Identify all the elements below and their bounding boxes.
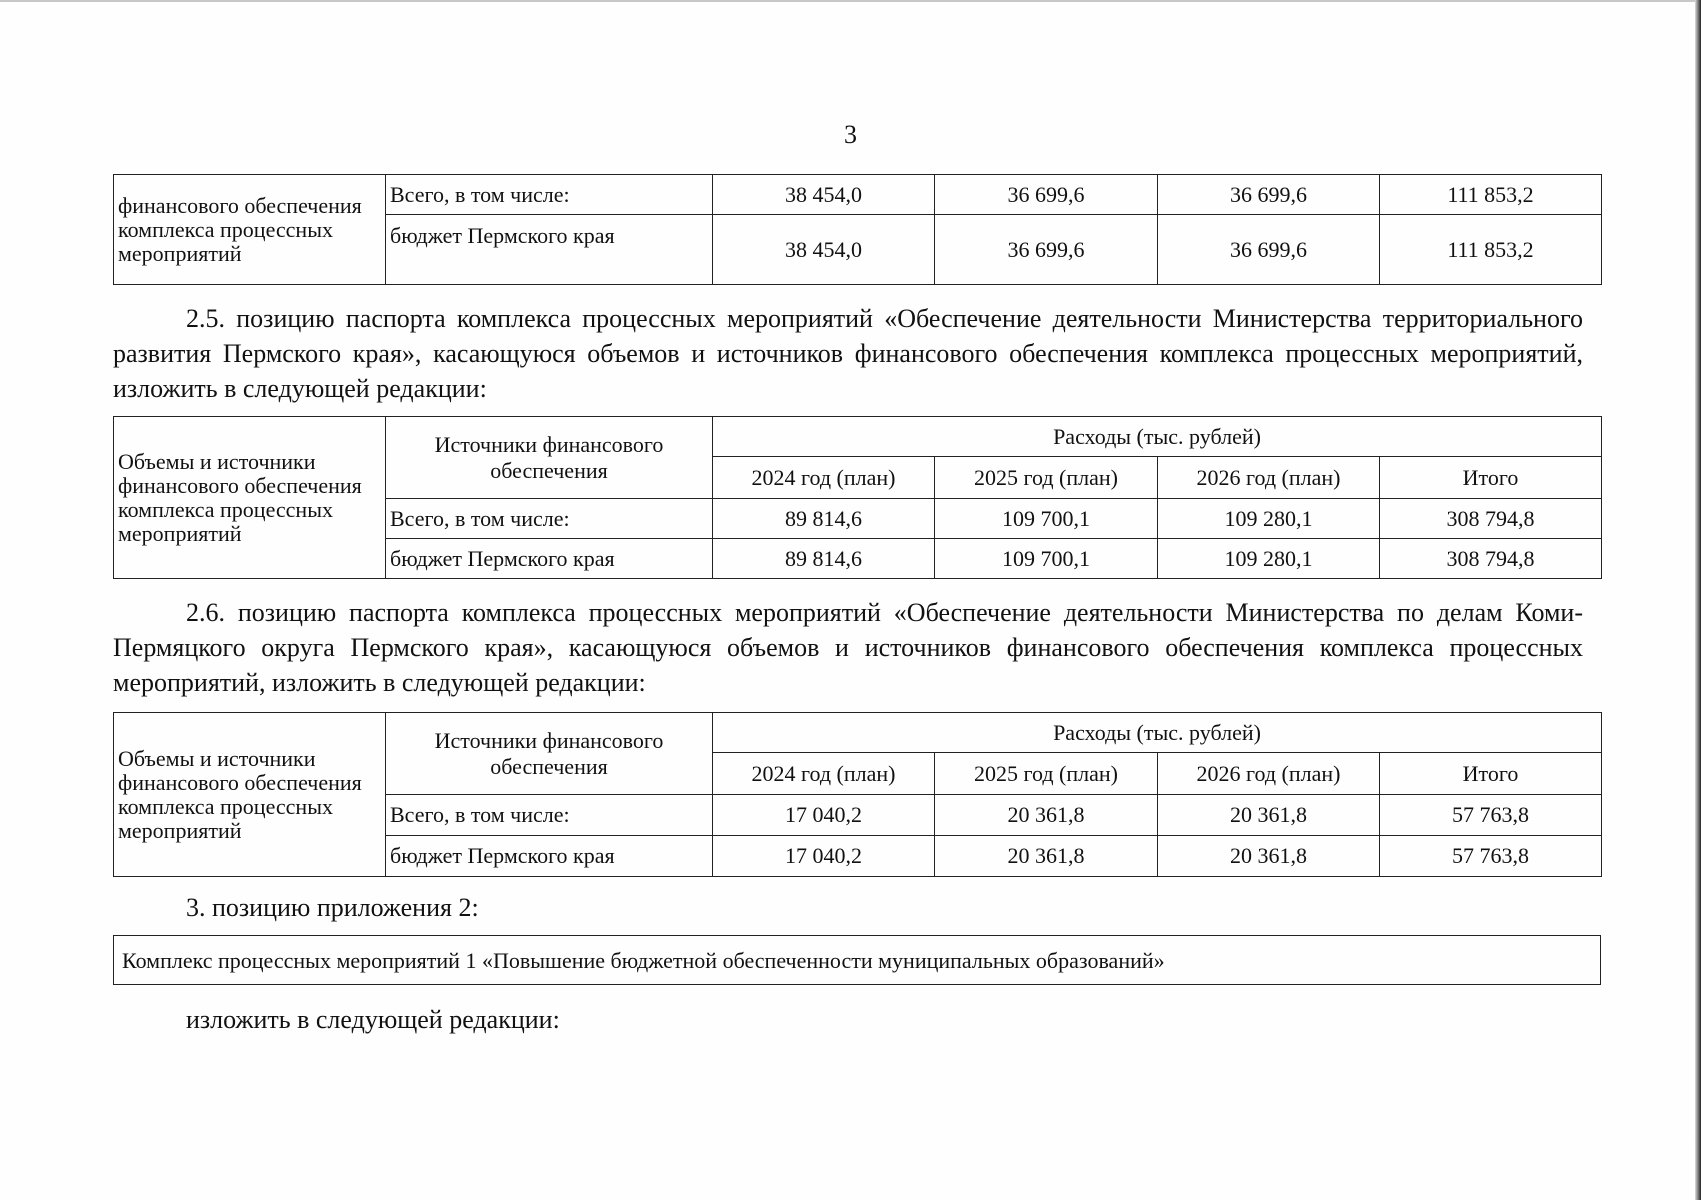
sources-header: Источники финансового обеспечения <box>386 417 713 499</box>
source-cell: Всего, в том числе: <box>386 175 713 215</box>
scan-edge-right <box>1695 0 1701 1200</box>
value-2024: 89 814,6 <box>713 499 935 539</box>
source-cell: бюджет Пермского края <box>386 539 713 579</box>
source-cell: бюджет Пермского края <box>386 215 713 285</box>
table-3-financing <box>113 712 1602 877</box>
value-2025: 20 361,8 <box>935 836 1158 877</box>
value-2026: 36 699,6 <box>1158 215 1380 285</box>
expenses-header: Расходы (тыс. рублей) <box>713 713 1602 753</box>
complex-box: Комплекс процессных мероприятий 1 «Повышение бюджетной обеспеченности муниципальных образований» <box>113 935 1601 985</box>
value-total: 111 853,2 <box>1380 215 1602 285</box>
value-2025: 36 699,6 <box>935 215 1158 285</box>
source-cell: Всего, в том числе: <box>386 795 713 836</box>
total-header: Итого <box>1380 457 1602 499</box>
value-2025: 109 700,1 <box>935 539 1158 579</box>
paragraph-2-6 <box>113 595 1583 700</box>
expenses-header: Расходы (тыс. рублей) <box>713 417 1602 457</box>
scan-edge-top <box>0 0 1701 2</box>
table-row <box>114 175 1602 215</box>
table-2-financing <box>113 416 1602 579</box>
paragraph-2-5-text: 2.5. позицию паспорта комплекса процессных мероприятий «Обеспечение деятельности Министерства территориального развития Пермского края», касающуюся объемов и источников финансового обеспечения комплекса процессных мероприятий, изложить в следующей редакции: <box>113 304 1583 403</box>
value-2024: 17 040,2 <box>713 795 935 836</box>
year-header-2024: 2024 год (план) <box>713 753 935 795</box>
year-header-2025: 2025 год (план) <box>935 753 1158 795</box>
value-2026: 109 280,1 <box>1158 539 1380 579</box>
value-2024: 17 040,2 <box>713 836 935 877</box>
value-2024: 38 454,0 <box>713 175 935 215</box>
sources-header: Источники финансового обеспечения <box>386 713 713 795</box>
value-2026: 109 280,1 <box>1158 499 1380 539</box>
value-total: 57 763,8 <box>1380 795 1602 836</box>
row-label: Объемы и источники финансового обеспечения комплекса процессных мероприятий <box>114 713 386 877</box>
value-2024: 38 454,0 <box>713 215 935 285</box>
paragraph-2-5 <box>113 301 1583 406</box>
source-cell: Всего, в том числе: <box>386 499 713 539</box>
year-header-2025: 2025 год (план) <box>935 457 1158 499</box>
value-2026: 20 361,8 <box>1158 795 1380 836</box>
value-2025: 36 699,6 <box>935 175 1158 215</box>
total-header: Итого <box>1380 753 1602 795</box>
value-2025: 109 700,1 <box>935 499 1158 539</box>
table-header-row <box>114 713 1602 753</box>
value-total: 111 853,2 <box>1380 175 1602 215</box>
source-cell: бюджет Пермского края <box>386 836 713 877</box>
paragraph-3: 3. позицию приложения 2: <box>186 893 479 922</box>
value-2026: 36 699,6 <box>1158 175 1380 215</box>
paragraph-2-6-text: 2.6. позицию паспорта комплекса процессных мероприятий «Обеспечение деятельности Министерства по делам Коми-Пермяцкого округа Пермского края», касающуюся объемов и источников финансового обеспечения комплекса процессных мероприятий, изложить в следующей редакции: <box>113 598 1583 697</box>
year-header-2024: 2024 год (план) <box>713 457 935 499</box>
row-label: финансового обеспечения комплекса процессных мероприятий <box>114 175 386 285</box>
value-total: 57 763,8 <box>1380 836 1602 877</box>
table-1-financing <box>113 174 1602 285</box>
value-2026: 20 361,8 <box>1158 836 1380 877</box>
value-total: 308 794,8 <box>1380 499 1602 539</box>
row-label: Объемы и источники финансового обеспечения комплекса процессных мероприятий <box>114 417 386 579</box>
year-header-2026: 2026 год (план) <box>1158 457 1380 499</box>
page-number: 3 <box>844 120 857 149</box>
year-header-2026: 2026 год (план) <box>1158 753 1380 795</box>
value-2024: 89 814,6 <box>713 539 935 579</box>
closing-line: изложить в следующей редакции: <box>186 1005 560 1034</box>
value-2025: 20 361,8 <box>935 795 1158 836</box>
value-total: 308 794,8 <box>1380 539 1602 579</box>
table-header-row <box>114 417 1602 457</box>
